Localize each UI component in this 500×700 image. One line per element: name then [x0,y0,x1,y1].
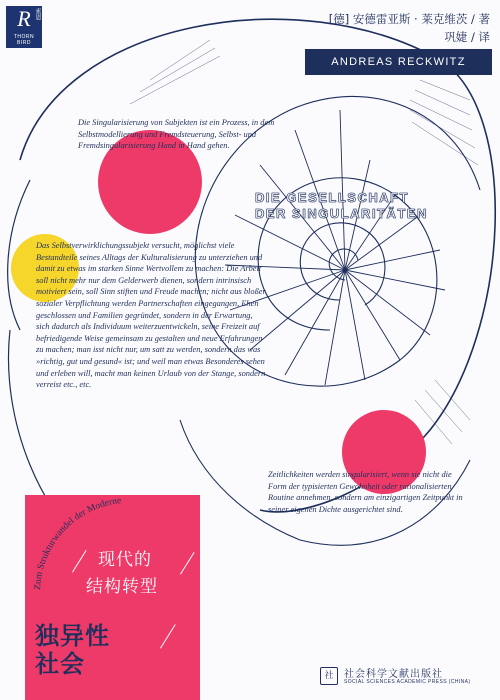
quote-bottom: Zeitlichkeiten werden singularisiert, wenn sie nicht die Form der typisierten Gewohnheit oder rationalisierten Routine annehmen, sondern am einzigartigen Zeitpunkt in seiner eigenen Dichte ausgerichtet sind. [268,470,463,514]
logo-cn: 索恩 [34,8,40,20]
logo-mark: R [17,6,31,31]
main-title-line1: 独异性 [35,622,110,650]
author-en-name: ANDREAS RECKWITZ [305,49,492,75]
arc-subtitle-text: Zum Strukturwandel der Moderne [32,496,122,591]
publisher-imprint [320,665,495,695]
subtitle-cn [86,547,206,601]
subtitle-cn-line2: 结构转型 [86,577,158,597]
main-title-cn [35,622,185,678]
german-title [255,190,500,222]
quote-top: Die Singularisierung von Subjekten ist ein Prozess, in dem Selbstmodellierung und Fremdsteuerung, Selbst- und Fremdsingularisierung Hand in Hand gehen. [78,118,275,151]
author-block [310,10,490,46]
subtitle-cn-line1: 现代的 [98,550,152,570]
german-title-line2: DER SINGULARITÄTEN [255,206,428,221]
publisher-en: SOCIAL SCIENCES ACADEMIC PRESS (CHINA) [344,679,471,685]
publisher-mark-icon: 社 [320,667,338,685]
logo-en: THORN BIRD [13,34,35,46]
translator-name: 巩婕 / 译 [444,30,490,44]
german-title-line1: DIE GESELLSCHAFT [255,190,410,205]
main-title-line2: 社会 [35,650,85,678]
publisher-name: 社会科学文献出版社 [344,669,443,680]
publisher-logo [6,6,42,48]
quote-middle: Das Selbstverwirklichungssubjekt versucht, möglichst viele Bestandteile seines Alltags der Kulturalisierung zu unterziehen und damit zu etwas im starken Sinne Wertvollem zu machen: Die Arbeit soll nicht mehr nur dem Gelderwerb dienen, sondern intrinsisch motiviert sein, soll Sinn stiften und Freude machen; nicht aus bloßer sozialer Verpflichtung werden Partnerschaften eingegangen, Ehen geschlossen und Familien gegründet, sondern in der Erwartung, sich dadurch als Individuum weiterzuentwickeln, seine Freizeit auf befriedigende Weise gemeinsam zu gestalten und neue Erfahrungen zu machen; man isst nicht nur, um satt zu werden, sondern das was »richtig, gut und gesund« ist; und weil man etwas Besonderes sehen und erleben will, macht man keinen Urlaub von der Stange, sondern verreist etc., etc. [36,241,266,390]
author-cn-name: [德] 安德雷亚斯 · 莱克维茨 / 著 [328,12,490,26]
